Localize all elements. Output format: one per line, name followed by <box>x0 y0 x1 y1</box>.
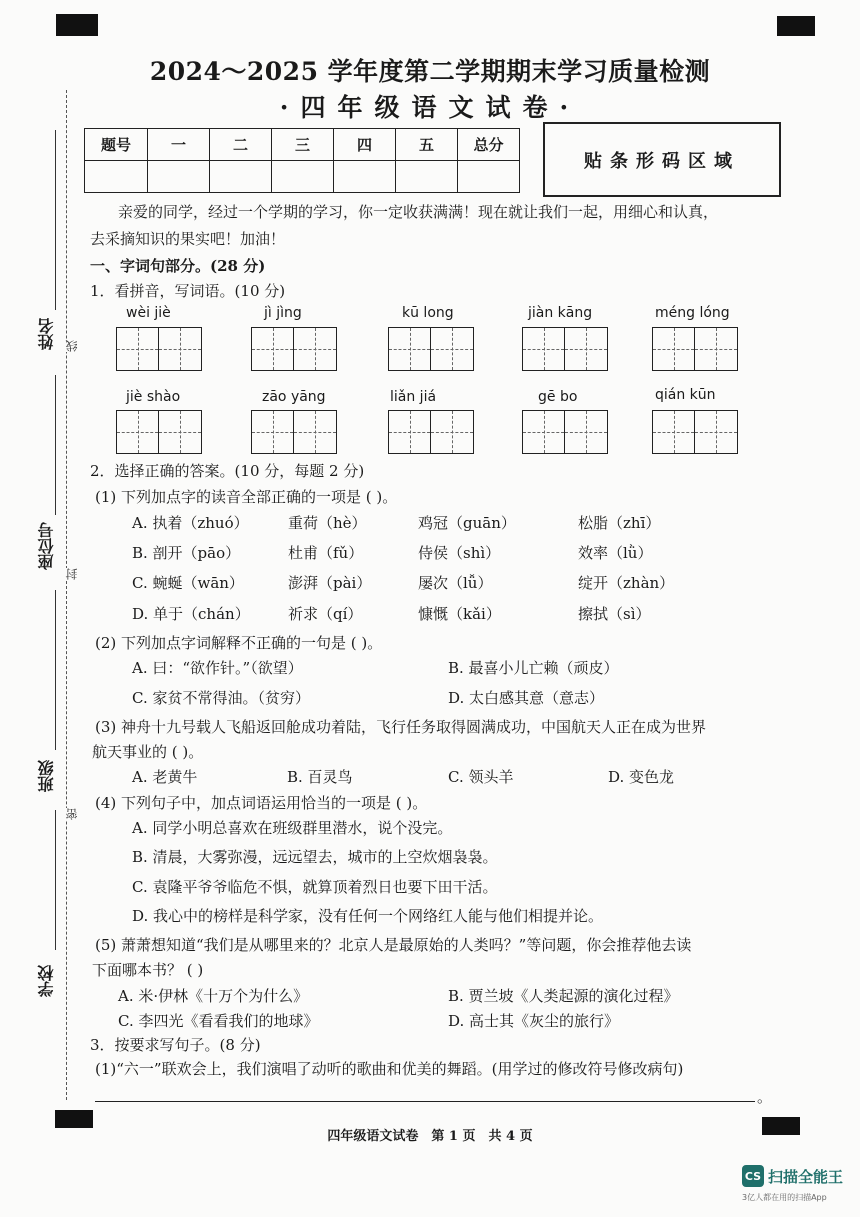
q2-1-option: 效率（lǜ） <box>578 544 653 562</box>
q2-1-option: 鸡冠（guān） <box>418 514 516 532</box>
q2-3-option: B. 百灵鸟 <box>287 768 353 786</box>
q2-1-option: 杜甫（fǔ） <box>288 544 364 562</box>
score-entry-cell <box>85 161 148 193</box>
q3-1-prompt: (1)“六一”联欢会上，我们演唱了动听的歌曲和优美的舞蹈。(用学过的修改符号修改病句) <box>95 1060 684 1078</box>
exam-title: 2024～2025 学年度第二学期期末学习质量检测 <box>149 57 711 86</box>
q2-2-option: A. 曰：“欲作针。”（欲望） <box>132 659 303 677</box>
score-entry-cell[interactable] <box>334 161 396 193</box>
q2-3-option: D. 变色龙 <box>608 768 675 786</box>
score-header-cell: 四 <box>334 129 396 161</box>
writing-grid[interactable] <box>522 327 608 371</box>
sidebar-underline-2 <box>55 375 57 515</box>
scanner-logo <box>742 1165 843 1187</box>
q3-1-answer-line[interactable] <box>95 1101 755 1102</box>
q2-title: 2．选择正确的答案。(10 分，每题 2 分) <box>90 462 365 480</box>
section-1-heading: 一、字词句部分。(28 分) <box>90 257 266 275</box>
binding-line <box>66 90 67 1100</box>
score-header-cell: 总分 <box>458 129 520 161</box>
score-header-cell: 题号 <box>85 129 148 161</box>
barcode-area <box>543 122 781 197</box>
writing-grid[interactable] <box>652 327 738 371</box>
sidebar-class-label: 班级 <box>37 760 56 792</box>
q2-2-option: C. 家贫不常得油。（贫穷） <box>132 689 310 707</box>
score-header-cell: 二 <box>210 129 272 161</box>
writing-grid[interactable] <box>251 410 337 454</box>
q2-3-stem-line-1: (3) 神舟十九号载人飞船返回舱成功着陆，飞行任务取得圆满成功，中国航天人正在成为世界 <box>95 718 707 736</box>
sidebar-seal-word: 封 <box>65 568 79 580</box>
q2-1-option: 祈求（qí） <box>288 605 363 623</box>
pinyin-label: méng lóng <box>655 305 730 321</box>
q3-title: 3．按要求写句子。(8 分) <box>90 1036 261 1054</box>
q2-1-option: B. 剖开（pāo） <box>132 544 241 562</box>
score-table <box>84 128 520 193</box>
score-header-cell: 五 <box>396 129 458 161</box>
q2-5-option: A. 米·伊林《十万个为什么》 <box>118 987 309 1005</box>
scanner-badge-icon: CS <box>742 1165 764 1187</box>
intro-line-2: 去采摘知识的果实吧！加油！ <box>90 230 286 248</box>
writing-grid[interactable] <box>388 410 474 454</box>
sidebar-school-label: 学校 <box>37 965 56 997</box>
q2-1-stem: (1) 下列加点字的读音全部正确的一项是 ( )。 <box>95 488 398 506</box>
score-entry-cell[interactable] <box>396 161 458 193</box>
q2-1-option: 绽开（zhàn） <box>578 574 675 592</box>
q2-3-option: A. 老黄牛 <box>132 768 198 786</box>
q2-1-option: 重荷（hè） <box>288 514 367 532</box>
q2-1-option: 屡次（lǚ） <box>418 574 493 592</box>
q2-5-option: C. 李四光《看看我们的地球》 <box>118 1012 319 1030</box>
pinyin-label: liǎn jiá <box>390 389 437 405</box>
score-entry-cell[interactable] <box>458 161 520 193</box>
q2-3-option: C. 领头羊 <box>448 768 514 786</box>
sidebar-name-label: 姓名 <box>37 318 56 350</box>
registration-mark-top-left <box>56 14 98 36</box>
score-entry-cell[interactable] <box>272 161 334 193</box>
writing-grid[interactable] <box>388 327 474 371</box>
q2-1-option: 澎湃（pài） <box>288 574 372 592</box>
score-header-cell: 三 <box>272 129 334 161</box>
sidebar-secret-word: 密 <box>65 808 79 820</box>
q2-2-stem: (2) 下列加点字词解释不正确的一句是 ( )。 <box>95 634 383 652</box>
q2-4-stem: (4) 下列句子中，加点词语运用恰当的一项是 ( )。 <box>95 794 428 812</box>
q2-1-option: 松脂（zhī） <box>578 514 661 532</box>
q2-4-option: D. 我心中的榜样是科学家，没有任何一个网络红人能与他们相提并论。 <box>132 907 604 925</box>
score-entry-cell[interactable] <box>210 161 272 193</box>
pinyin-label: jiàn kāng <box>528 305 593 321</box>
writing-grid[interactable] <box>251 327 337 371</box>
q2-5-option: B. 贾兰坡《人类起源的演化过程》 <box>448 987 679 1005</box>
writing-grid[interactable] <box>522 410 608 454</box>
q2-4-option: B. 清晨，大雾弥漫，远远望去，城市的上空炊烟袅袅。 <box>132 848 498 866</box>
q2-1-option: 慷慨（kǎi） <box>418 605 501 623</box>
q1-title: 1．看拼音，写词语。(10 分) <box>90 282 286 300</box>
writing-grid[interactable] <box>652 410 738 454</box>
score-table-entry-row <box>85 161 520 193</box>
score-entry-cell[interactable] <box>148 161 210 193</box>
pinyin-label: jì jìng <box>264 305 302 321</box>
sidebar-underline-3 <box>55 590 57 750</box>
sidebar-line-word: 线 <box>65 340 79 352</box>
pinyin-label: wèi jiè <box>126 305 171 321</box>
q2-5-stem-line-1: (5) 萧萧想知道“我们是从哪里来的？北京人是最原始的人类吗？”等问题，你会推荐他去读 <box>95 936 692 954</box>
pinyin-label: gē bo <box>538 389 578 405</box>
q2-4-option: A. 同学小明总喜欢在班级群里潜水，说个没完。 <box>132 819 453 837</box>
scanner-tagline: 3亿人都在用的扫描App <box>742 1193 827 1202</box>
q3-1-end-mark: 。 <box>757 1088 773 1106</box>
intro-line-1: 亲爱的同学，经过一个学期的学习，你一定收获满满！现在就让我们一起，用细心和认真， <box>118 203 719 221</box>
pinyin-label: jiè shào <box>126 389 181 405</box>
q2-1-option: C. 蜿蜒（wān） <box>132 574 244 592</box>
registration-mark-top-right <box>777 16 815 36</box>
q2-5-stem-line-2: 下面哪本书？ ( ) <box>92 961 204 979</box>
q2-2-option: D. 太白感其意（意志） <box>448 689 605 707</box>
q2-3-stem-line-2: 航天事业的 ( )。 <box>92 743 204 761</box>
barcode-label: 贴条形码区域 <box>584 150 740 172</box>
pinyin-label: kū long <box>402 305 454 321</box>
q2-2-option: B. 最喜小儿亡赖（顽皮） <box>448 659 619 677</box>
q2-1-option: 侍侯（shì） <box>418 544 501 562</box>
q2-1-option: A. 执着（zhuó） <box>132 514 249 532</box>
score-table-header-row <box>85 129 520 161</box>
q2-1-option: 擦拭（sì） <box>578 605 651 623</box>
pinyin-label: qián kūn <box>655 387 716 403</box>
sidebar-seat-label: 座位号 <box>37 522 56 570</box>
writing-grid[interactable] <box>116 327 202 371</box>
score-header-cell: 一 <box>148 129 210 161</box>
sidebar-underline-1 <box>55 130 57 310</box>
exam-subtitle: ·四年级语文试卷· <box>279 93 581 122</box>
q2-4-option: C. 袁隆平爷爷临危不惧，就算顶着烈日也要下田干活。 <box>132 878 498 896</box>
writing-grid[interactable] <box>116 410 202 454</box>
pinyin-label: zāo yāng <box>262 389 326 405</box>
scanner-name: 扫描全能王 <box>768 1167 844 1186</box>
page-footer: 四年级语文试卷 第 1 页 共 4 页 <box>327 1129 533 1144</box>
sidebar-underline-4 <box>55 810 57 950</box>
q2-1-option: D. 单于（chán） <box>132 605 250 623</box>
q2-5-option: D. 高士其《灰尘的旅行》 <box>448 1012 620 1030</box>
